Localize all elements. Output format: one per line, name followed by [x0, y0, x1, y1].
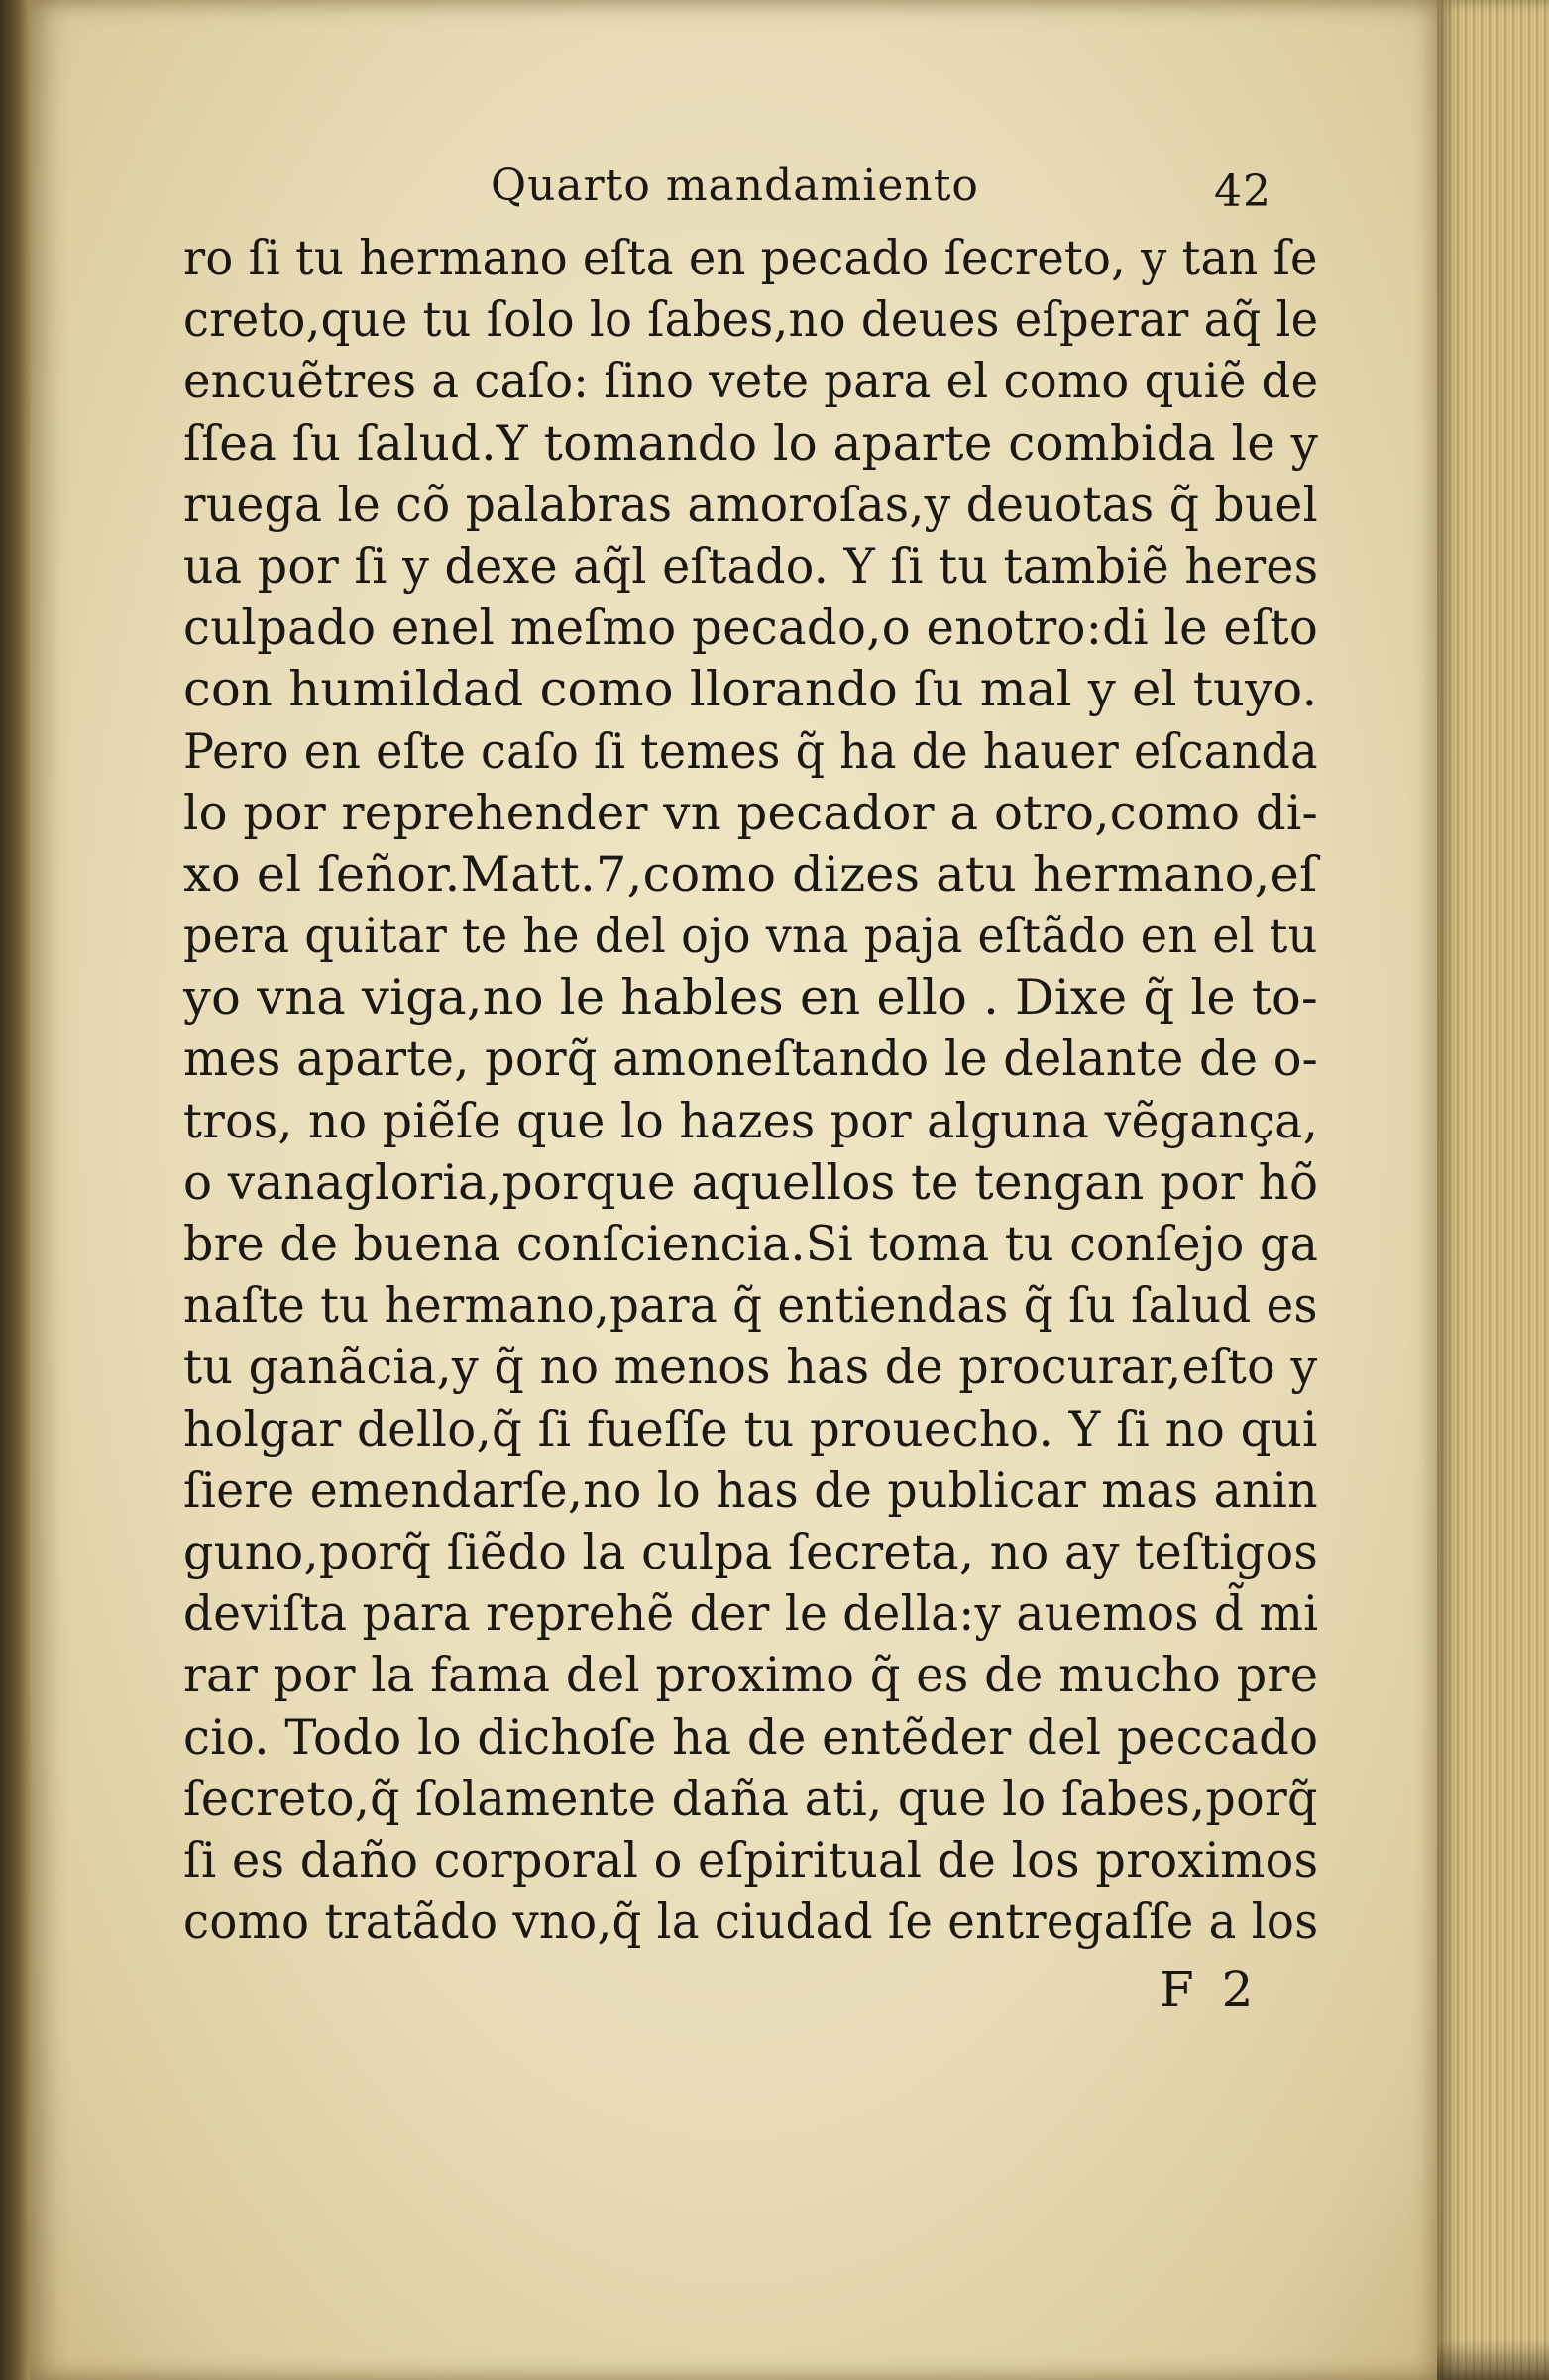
text-line: ſi es daño corporal o eſpiritual de los proximos: [183, 1831, 1319, 1889]
page-fore-edge: [1437, 0, 1549, 2380]
text-line: ua por ſi y dexe aq̃l eſtado. Y ſi tu tambiẽ heres: [183, 537, 1319, 595]
running-head: Quarto mandamiento: [491, 161, 979, 211]
text-line: creto,que tu ſolo lo ſabes,no deues eſperar aq̃ le: [183, 291, 1319, 349]
text-line: ſſea ſu ſalud.Y tomando lo aparte combida le y: [183, 414, 1319, 472]
text-line: bre de buena conſciencia.Si toma tu conſejo ga: [183, 1216, 1319, 1272]
page-number: 42: [1214, 166, 1272, 217]
text-line: lo por reprehender vn pecador a otro,como di-: [183, 784, 1319, 841]
book-page: [30, 0, 1437, 2380]
text-line: cio. Todo lo dichoſe ha de entẽder del peccado: [183, 1708, 1319, 1766]
text-line: ſecreto,q̃ ſolamente daña ati, que lo ſabes,porq̃: [183, 1770, 1318, 1827]
signature-mark: F 2: [1160, 1961, 1260, 2019]
page-footer: [183, 1961, 1318, 2030]
text-line: xo el ſeñor.Matt.7,como dizes atu hermano,eſ: [183, 845, 1318, 903]
text-line: como tratãdo vno,q̃ la ciudad ſe entregaſſe a los: [183, 1893, 1319, 1951]
text-line: con humildad como llorando ſu mal y el tuyo.: [183, 661, 1318, 718]
text-line: holgar dello,q̃ ſi fueſſe tu prouecho. Y ſi no qui: [183, 1400, 1318, 1458]
text-line: o vanagloria,porque aquellos te tengan por hõ: [183, 1153, 1319, 1211]
text-line: culpado enel meſmo pecado,o enotro:di le eſto: [183, 599, 1319, 657]
text-block: [183, 149, 1318, 2030]
body-text: [183, 228, 1318, 1953]
page-header: [183, 149, 1318, 228]
text-line: yo vna viga,no le hables en ello . Dixe q̃ le to-: [183, 969, 1318, 1027]
binding-gutter: [0, 0, 30, 2380]
text-line: tu ganãcia,y q̃ no menos has de procurar,eſto y: [183, 1339, 1318, 1396]
text-line: ro ſi tu hermano eſta en pecado ſecreto, y tan ſe: [183, 230, 1318, 286]
text-line: ſiere emendarſe,no lo has de publicar mas anin: [183, 1461, 1318, 1519]
text-line: encuẽtres a caſo: ſino vete para el como quiẽ de: [183, 353, 1319, 410]
text-line: deviſta para reprehẽ der le della:y auemos d̃ mi: [183, 1585, 1319, 1643]
text-line: pera quitar te he del ojo vna paja eſtãdo en el tu: [183, 908, 1318, 965]
text-line: naſte tu hermano,para q̃ entiendas q̃ ſu ſalud es: [183, 1277, 1318, 1335]
text-line: Pero en eſte caſo ſi temes q̃ ha de hauer eſcanda: [183, 722, 1318, 780]
text-line: mes aparte, porq̃ amoneſtando le delante de o-: [183, 1030, 1319, 1088]
text-line: tros, no piẽſe que lo hazes por alguna vẽgança,: [183, 1092, 1319, 1149]
text-line: rar por la fama del proximo q̃ es de mucho pre: [183, 1647, 1319, 1704]
text-line: ruega le cõ palabras amoroſas,y deuotas q̃ buel: [183, 476, 1318, 533]
text-line: guno,porq̃ ſiẽdo la culpa ſecreta, no ay teſtigos: [183, 1523, 1319, 1580]
